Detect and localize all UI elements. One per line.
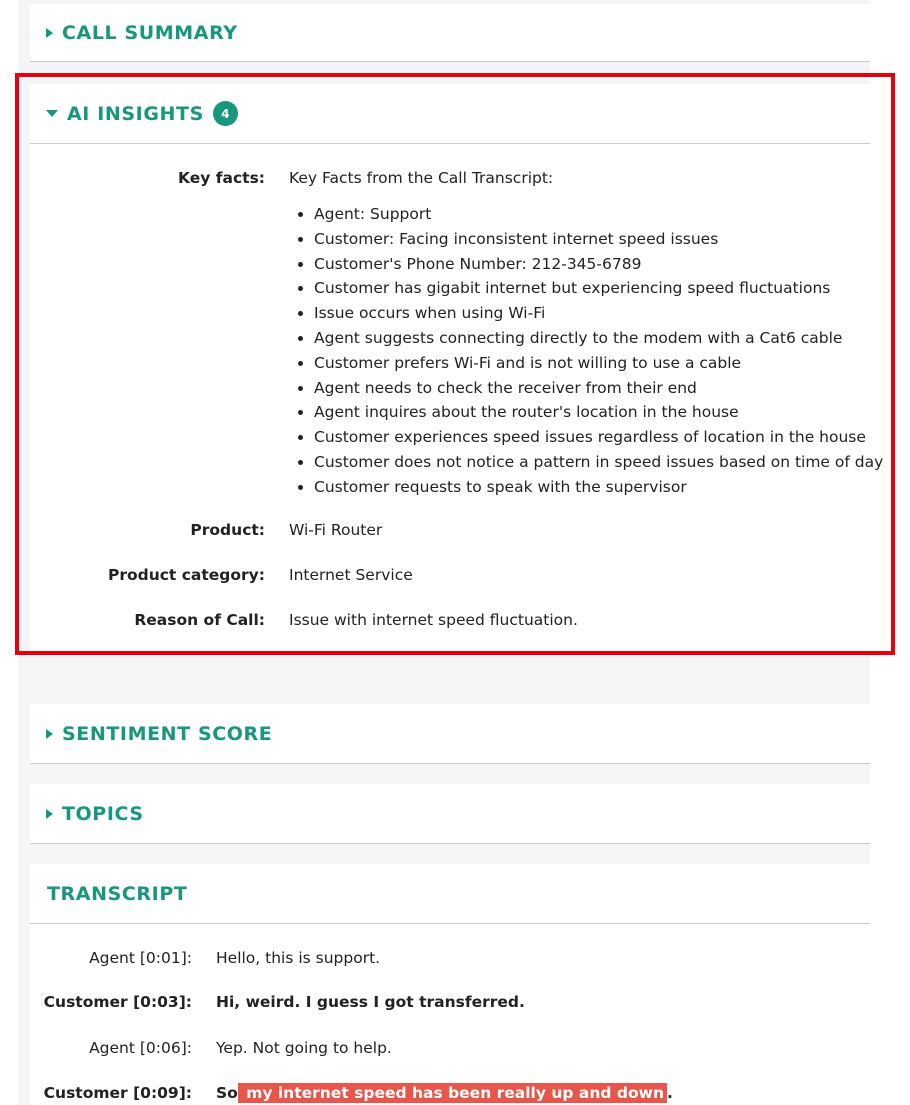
list-item: • Customer: Facing inconsistent internet speed issues <box>314 227 883 252</box>
transcript-speaker: Customer [0:09]: <box>43 1084 192 1102</box>
transcript-header <box>30 864 870 924</box>
product-label: Product: <box>190 521 265 539</box>
reason-of-call-label: Reason of Call: <box>134 611 265 629</box>
transcript-speaker: Agent [0:01]: <box>89 949 192 967</box>
list-item: • Customer's Phone Number: 212-345-6789 <box>314 252 883 277</box>
transcript-text-start: So <box>216 1084 238 1102</box>
caret-right-icon <box>46 809 53 819</box>
list-item: • Agent inquires about the router's location in the house <box>314 400 883 425</box>
list-item: • Customer has gigabit internet but experiencing speed fluctuations <box>314 276 883 301</box>
call-summary-panel <box>30 4 870 62</box>
transcript-text: Hi, weird. I guess I got transferred. <box>216 993 525 1011</box>
list-item: • Customer requests to speak with the supervisor <box>314 475 883 500</box>
transcript-text <box>216 1084 673 1102</box>
sentiment-score-header[interactable] <box>30 704 870 764</box>
topics-header[interactable] <box>30 784 870 844</box>
list-item: • Agent needs to check the receiver from their end <box>314 376 883 401</box>
sentiment-score-panel <box>30 704 870 764</box>
topics-panel <box>30 784 870 844</box>
transcript-speaker: Agent [0:06]: <box>89 1039 192 1057</box>
insights-count-badge: 4 <box>213 101 238 126</box>
caret-right-icon <box>46 28 53 38</box>
highlighted-phrase: my internet speed has been really up and down <box>238 1083 667 1103</box>
key-facts-label: Key facts: <box>178 169 265 187</box>
transcript-speaker: Customer [0:03]: <box>43 993 192 1011</box>
ai-insights-header[interactable] <box>30 84 870 144</box>
key-facts-list <box>292 202 883 500</box>
transcript-text: Hello, this is support. <box>216 949 381 967</box>
section-title: CALL SUMMARY <box>62 21 238 44</box>
list-item: • Issue occurs when using Wi-Fi <box>314 301 883 326</box>
list-item: • Customer experiences speed issues regardless of location in the house <box>314 425 883 450</box>
section-title: AI INSIGHTS <box>67 102 204 125</box>
section-title: SENTIMENT SCORE <box>62 722 273 745</box>
list-item: • Customer prefers Wi-Fi and is not willing to use a cable <box>314 351 883 376</box>
transcript-text-end: . <box>666 1084 673 1102</box>
transcript-panel <box>30 864 870 1105</box>
section-title: TOPICS <box>62 802 144 825</box>
product-category-value: Internet Service <box>289 566 413 584</box>
key-facts-intro: Key Facts from the Call Transcript: <box>289 169 554 187</box>
transcript-text: Yep. Not going to help. <box>216 1039 392 1057</box>
product-category-label: Product category: <box>107 566 265 584</box>
reason-of-call-value: Issue with internet speed fluctuation. <box>289 611 578 629</box>
product-value: Wi-Fi Router <box>289 521 383 539</box>
section-title: TRANSCRIPT <box>47 882 188 905</box>
list-item: • Agent suggests connecting directly to the modem with a Cat6 cable <box>314 326 883 351</box>
call-summary-header[interactable] <box>30 4 870 62</box>
list-item: • Customer does not notice a pattern in speed issues based on time of day <box>314 450 883 475</box>
caret-down-icon <box>46 110 58 117</box>
caret-right-icon <box>46 729 53 739</box>
list-item: • Agent: Support <box>314 202 883 227</box>
